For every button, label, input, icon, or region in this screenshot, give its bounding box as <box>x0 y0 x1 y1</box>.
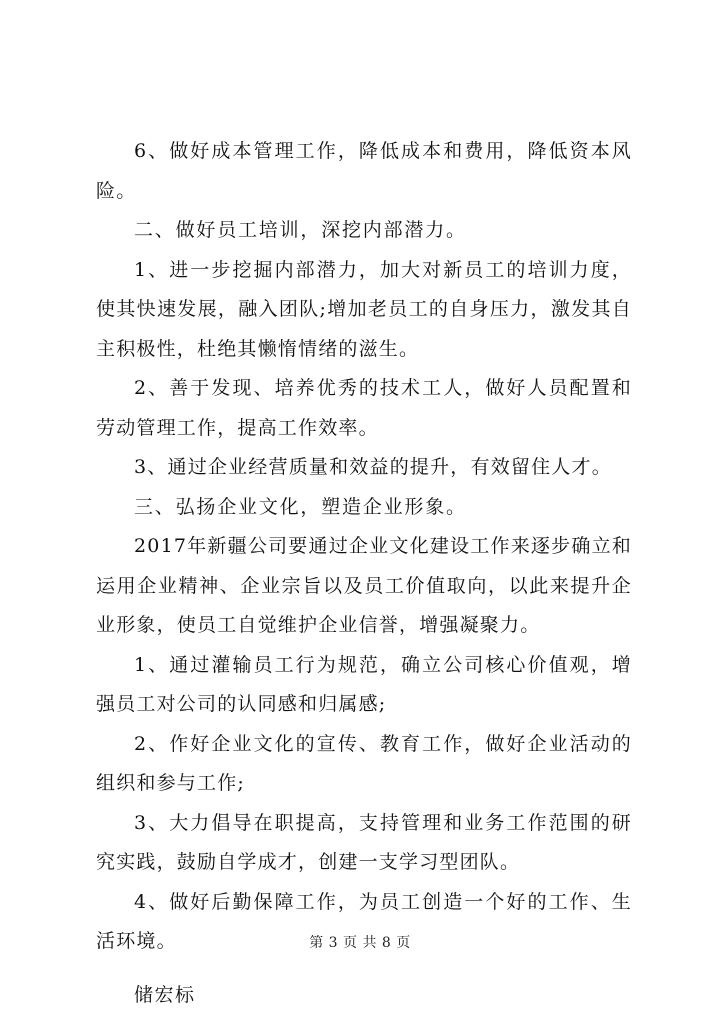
paragraph-logistics-support: 4、做好后勤保障工作，为员工创造一个好的工作、生活环境。 <box>96 890 632 952</box>
section-heading-staff-training: 二、做好员工培训，深挖内部潜力。 <box>134 219 467 241</box>
section-heading-corporate-culture: 三、弘扬企业文化，塑造企业形象。 <box>134 495 467 518</box>
paragraph-culture-2017: 2017年新疆公司要通过企业文化建设工作来逐步确立和运用企业精神、企业宗旨以及员工价值取向，以此来提升企业形象，使员工自觉维护企业信誉，增强凝聚力。 <box>96 535 632 636</box>
paragraph-code-of-conduct: 1、通过灌输员工行为规范，确立公司核心价值观，增强员工对公司的认同感和归属感; <box>96 653 632 715</box>
paragraph-learning-team: 3、大力倡导在职提高，支持管理和业务工作范围的研究实践，鼓励自学成才，创建一支学习型团队。 <box>96 811 632 873</box>
author-signature: 储宏标 <box>134 983 196 1006</box>
paragraph-internal-potential: 1、进一步挖掘内部潜力，加大对新员工的培训力度，使其快速发展，融入团队;增加老员工的自身压力，激发其自主积极性，杜绝其懒惰情绪的滋生。 <box>96 258 632 360</box>
paragraph-culture-promotion: 2、作好企业文化的宣传、教育工作，做好企业活动的组织和参与工作; <box>96 732 632 794</box>
page-number-label: 第 3 页 共 8 页 <box>309 935 411 951</box>
paragraph-cost-management: 6、做好成本管理工作，降低成本和费用，降低资本风险。 <box>96 140 632 202</box>
page-footer <box>0 933 720 953</box>
paragraph-retain-talent: 3、通过企业经营质量和效益的提升，有效留住人才。 <box>134 456 612 478</box>
paragraph-skilled-workers: 2、善于发现、培养优秀的技术工人，做好人员配置和劳动管理工作，提高工作效率。 <box>96 377 632 439</box>
document-body <box>96 132 632 1015</box>
